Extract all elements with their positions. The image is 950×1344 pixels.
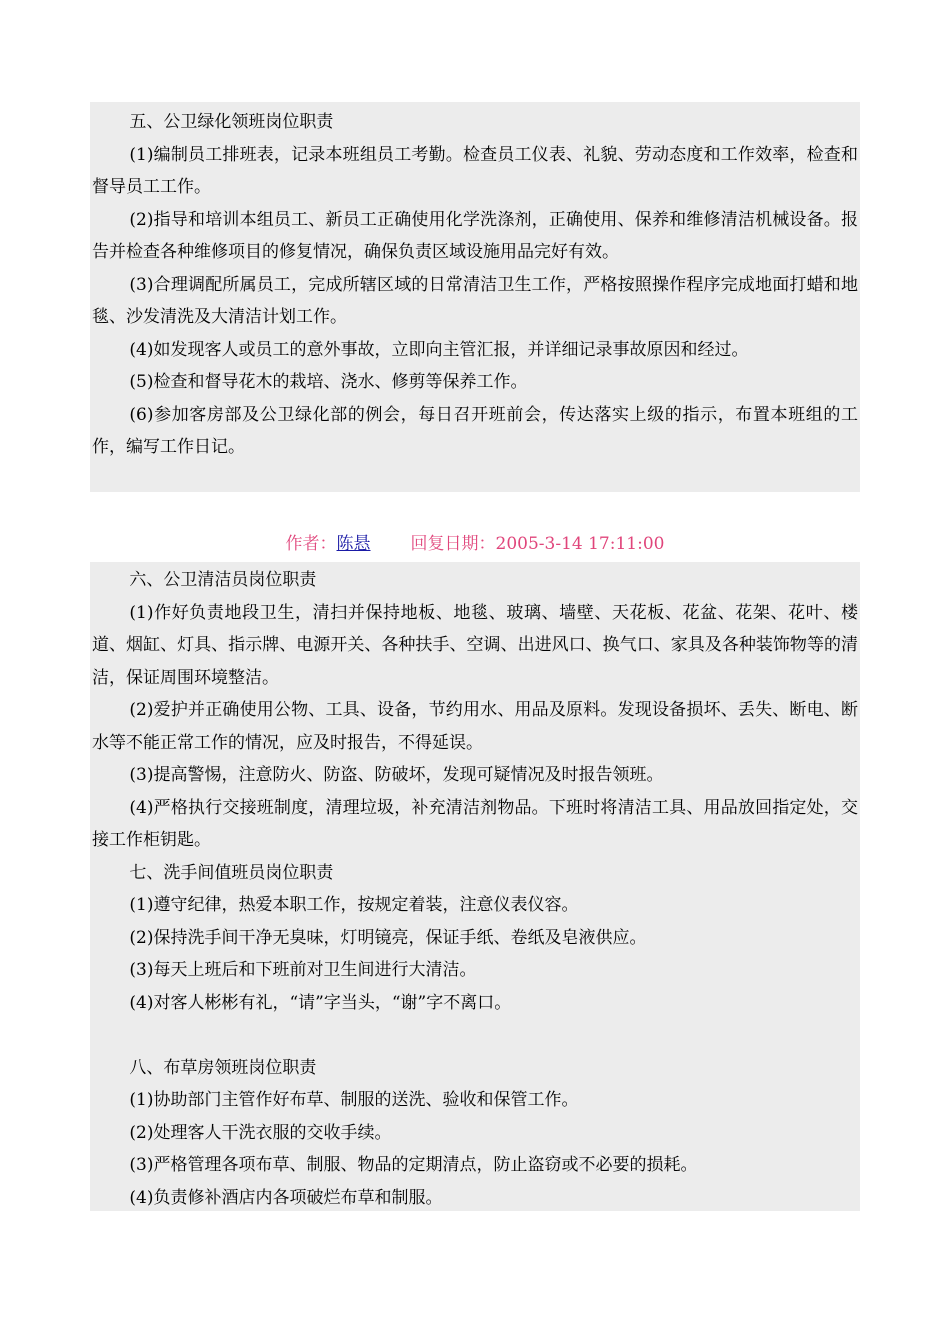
section-6-item-2: (2)爱护并正确使用公物、工具、设备，节约用水、用品及原料。发现设备损坏、丢失、断电、断水等不能正常工作的情况，应及时报告，不得延误。	[92, 700, 858, 753]
section-6-title: 六、公卫清洁员岗位职责	[129, 570, 317, 590]
section-7-item-4: (4)对客人彬彬有礼，“请”字当头，“谢”字不离口。	[129, 992, 512, 1013]
section-8-item-3: (3)严格管理各项布草、制服、物品的定期清点，防止盗窃或不必要的损耗。	[129, 1155, 698, 1175]
section-5-item-3: (3)合理调配所属员工，完成所辖区域的日常清洁卫生工作，严格按照操作程序完成地面打蜡和地毯、沙发清洗及大清洁计划工作。	[92, 274, 858, 327]
author-link[interactable]: 陈悬	[336, 534, 371, 554]
section-5-item-6: (6)参加客房部及公卫绿化部的例会，每日召开班前会，传达落实上级的指示，布置本班组的工作，编写工作日记。	[92, 404, 858, 457]
section-8-title: 八、布草房领班岗位职责	[129, 1057, 317, 1078]
section-6-item-3: (3)提高警惕，注意防火、防盗、防破坏，发现可疑情况及时报告领班。	[129, 765, 664, 785]
section-5-item-5: (5)检查和督导花木的栽培、浇水、修剪等保养工作。	[129, 372, 528, 392]
section-8-item-4: (4)负责修补酒店内各项破烂布草和制服。	[129, 1187, 443, 1208]
section-5-title: 五、公卫绿化领班岗位职责	[129, 112, 334, 132]
section-7-item-3: (3)每天上班后和下班前对卫生间进行大清洁。	[129, 960, 477, 980]
reply-date: 2005-3-14 17:11:00	[495, 534, 665, 554]
section-5-item-1: (1)编制员工排班表，记录本班组员工考勤。检查员工仪表、礼貌、劳动态度和工作效率，检查和督导员工工作。	[92, 144, 858, 197]
section-6-item-4: (4)严格执行交接班制度，清理垃圾，补充清洁剂物品。下班时将清洁工具、用品放回指定处，交接工作柜钥匙。	[92, 797, 858, 850]
section-6-item-1: (1)作好负责地段卫生，清扫并保持地板、地毯、玻璃、墙壁、天花板、花盆、花架、花叶、楼道、烟缸、灯具、指示牌、电源开关、各种扶手、空调、出进风口、换气口、家具及各种装饰物等的清洁，保证周围环境整洁。	[92, 602, 858, 688]
section-5-item-4: (4)如发现客人或员工的意外事故，立即向主管汇报，并详细记录事故原因和经过。	[129, 339, 749, 360]
section-5-item-2: (2)指导和培训本组员工、新员工正确使用化学洗涤剂，正确使用、保养和维修清洁机械设备。报告并检查各种维修项目的修复情况，确保负责区域设施用品完好有效。	[92, 209, 858, 262]
section-8-item-1: (1)协助部门主管作好布草、制服的送洗、验收和保管工作。	[129, 1090, 579, 1110]
section-7-item-2: (2)保持洗手间干净无臭味，灯明镜亮，保证手纸、卷纸及皂液供应。	[129, 927, 647, 948]
section-5-block	[90, 102, 860, 492]
reply-byline	[0, 530, 950, 558]
section-7-item-1: (1)遵守纪律，热爱本职工作，按规定着装，注意仪表仪容。	[129, 895, 579, 915]
author-label: 作者：	[285, 534, 337, 554]
reply-content-block	[90, 562, 860, 1211]
reply-date-label: 回复日期：	[410, 534, 496, 554]
section-7-title: 七、洗手间值班员岗位职责	[129, 862, 334, 883]
section-8-item-2: (2)处理客人干洗衣服的交收手续。	[129, 1122, 392, 1143]
paragraph-spacer	[92, 1019, 858, 1052]
